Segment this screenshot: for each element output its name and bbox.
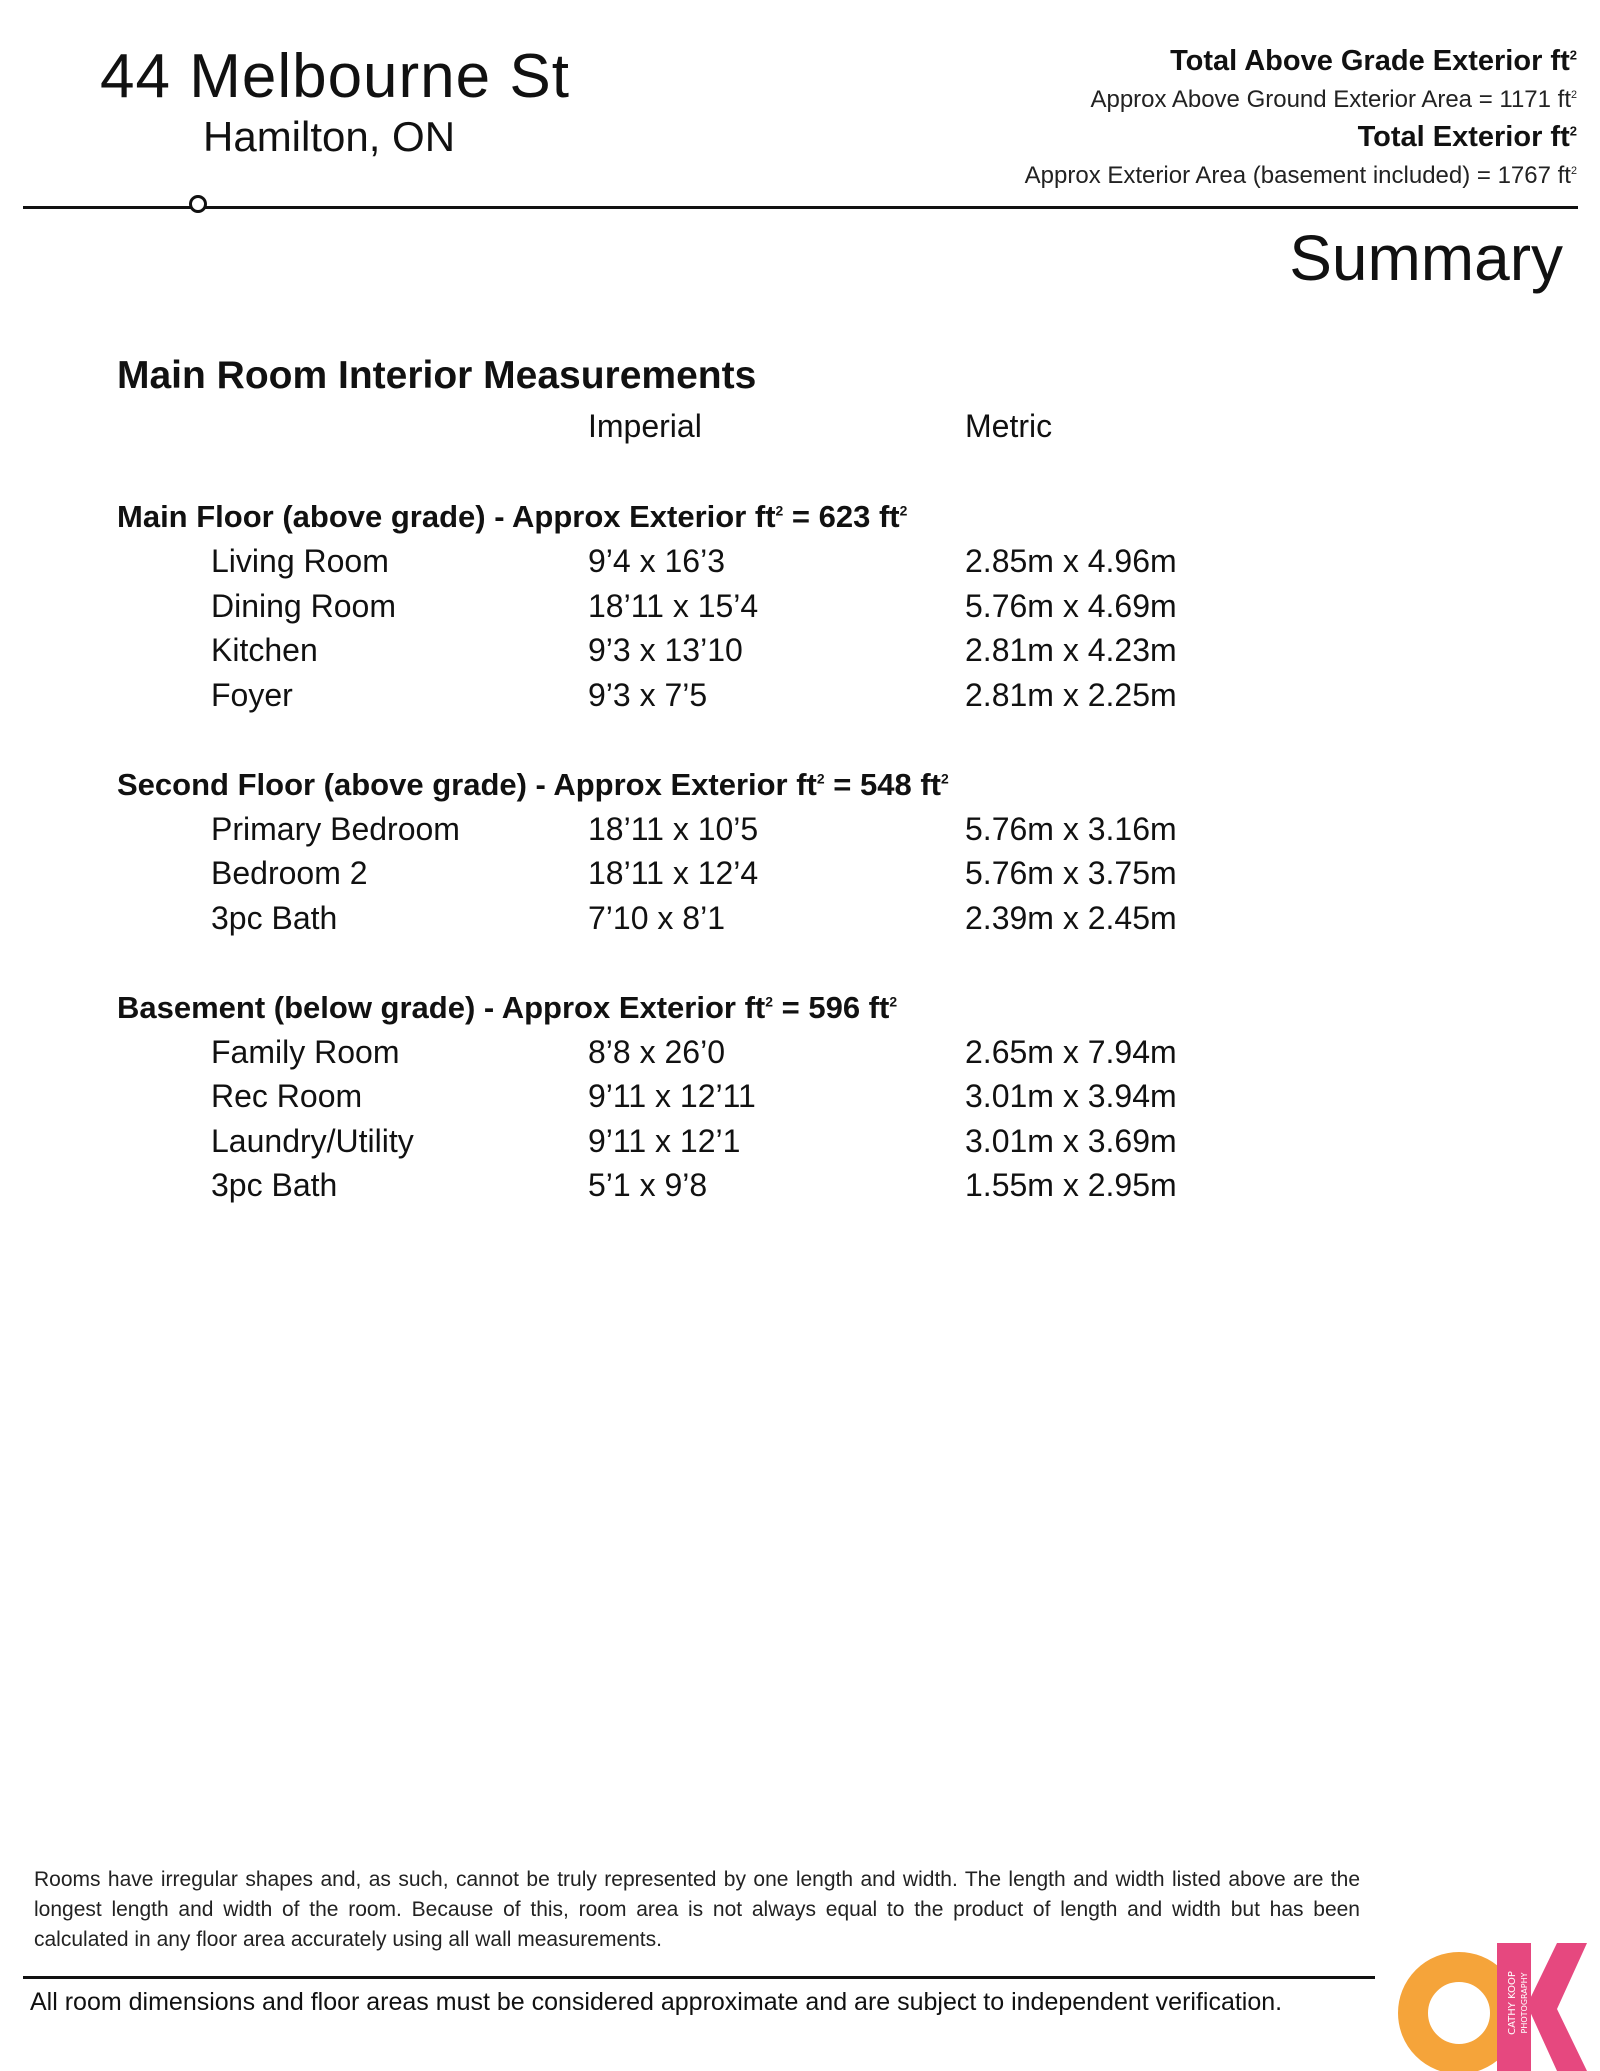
room-metric: 2.81m x 2.25m	[965, 677, 1177, 713]
brand-logo	[1397, 1943, 1587, 2071]
room-name: Living Room	[211, 543, 389, 579]
total-exterior-title: Total Exterior $ft^2$	[1357, 121, 1577, 153]
room-row	[0, 857, 1600, 901]
room-name: Family Room	[211, 1034, 400, 1070]
logo-o-shape	[1413, 1967, 1505, 2059]
room-name: Rec Room	[211, 1078, 363, 1114]
room-imperial: 5’1 x 9’8	[588, 1167, 708, 1203]
header-divider	[23, 206, 1578, 209]
room-imperial: 18’11 x 10’5	[588, 811, 759, 847]
room-name: Foyer	[211, 677, 293, 713]
room-name: Primary Bedroom	[211, 811, 460, 847]
room-imperial: 8’8 x 26’0	[588, 1034, 725, 1070]
room-row	[0, 902, 1600, 946]
total-exterior-detail: Approx Exterior Area (basement included) = 1767 $ft^2$	[1024, 162, 1577, 189]
logo-text-line2: PHOTOGRAPHY	[1520, 1972, 1529, 2034]
logo-text-line1: CATHY KOOP	[1507, 1971, 1518, 2035]
room-metric: 2.65m x 7.94m	[965, 1034, 1177, 1070]
room-metric: 2.81m x 4.23m	[965, 632, 1177, 668]
room-row	[0, 1080, 1600, 1124]
room-metric: 5.76m x 4.69m	[965, 588, 1177, 624]
room-imperial: 9’4 x 16’3	[588, 543, 725, 579]
section-title: Main Room Interior Measurements	[117, 354, 757, 397]
room-row	[0, 545, 1600, 589]
address-street: 44 Melbourne St	[100, 42, 570, 111]
column-header-metric: Metric	[965, 408, 1053, 444]
room-name: 3pc Bath	[211, 900, 338, 936]
divider-dot-marker	[189, 195, 207, 213]
room-row	[0, 634, 1600, 678]
room-row	[0, 590, 1600, 634]
footer-divider	[23, 1976, 1375, 1979]
room-row	[0, 679, 1600, 723]
above-grade-title: Total Above Grade Exterior $ft^2$	[1170, 45, 1577, 77]
room-imperial: 18’11 x 15’4	[588, 588, 759, 624]
room-metric: 5.76m x 3.16m	[965, 811, 1177, 847]
room-row	[0, 1169, 1600, 1213]
room-imperial: 9’11 x 12’1	[588, 1123, 741, 1159]
room-metric: 3.01m x 3.69m	[965, 1123, 1177, 1159]
measurement-disclaimer: Rooms have irregular shapes and, as such, cannot be truly represented by one length and width. The length and width listed above are the longest length and width of the room. Because of this, room area is not always equal to the product of length and width but has been calculated in any floor area accurately using all wall measurements.	[34, 1868, 1360, 1951]
room-metric: 2.39m x 2.45m	[965, 900, 1177, 936]
room-imperial: 18’11 x 12’4	[588, 855, 759, 891]
room-imperial: 9’3 x 7’5	[588, 677, 708, 713]
column-header-imperial: Imperial	[588, 408, 702, 444]
floor-heading-basement: Basement (below grade) - Approx Exterior $ft^2 = 596$ $ft^2$	[117, 990, 898, 1025]
room-imperial: 7’10 x 8’1	[588, 900, 725, 936]
room-name: Kitchen	[211, 632, 318, 668]
address-city: Hamilton, ON	[203, 113, 456, 160]
room-row	[0, 813, 1600, 857]
room-imperial: 9’11 x 12’11	[588, 1078, 756, 1114]
room-name: Dining Room	[211, 588, 396, 624]
page-title: Summary	[1289, 222, 1563, 294]
room-metric: 1.55m x 2.95m	[965, 1167, 1177, 1203]
room-metric: 3.01m x 3.94m	[965, 1078, 1177, 1114]
room-name: 3pc Bath	[211, 1167, 338, 1203]
room-name: Bedroom 2	[211, 855, 368, 891]
room-row	[0, 1036, 1600, 1080]
room-imperial: 9’3 x 13’10	[588, 632, 743, 668]
floor-heading-main: Main Floor (above grade) - Approx Exterior $ft^2 = 623$ $ft^2$	[117, 499, 908, 534]
floor-heading-second: Second Floor (above grade) - Approx Exterior $ft^2 = 548$ $ft^2$	[117, 767, 949, 802]
above-grade-detail: Approx Above Ground Exterior Area = 1171 $ft^2$	[1090, 86, 1577, 113]
footer-note: All room dimensions and floor areas must be considered approximate and are subject to independent verification.	[30, 1988, 1283, 2016]
room-metric: 2.85m x 4.96m	[965, 543, 1177, 579]
room-name: Laundry/Utility	[211, 1123, 414, 1159]
room-row	[0, 1125, 1600, 1169]
room-metric: 5.76m x 3.75m	[965, 855, 1177, 891]
